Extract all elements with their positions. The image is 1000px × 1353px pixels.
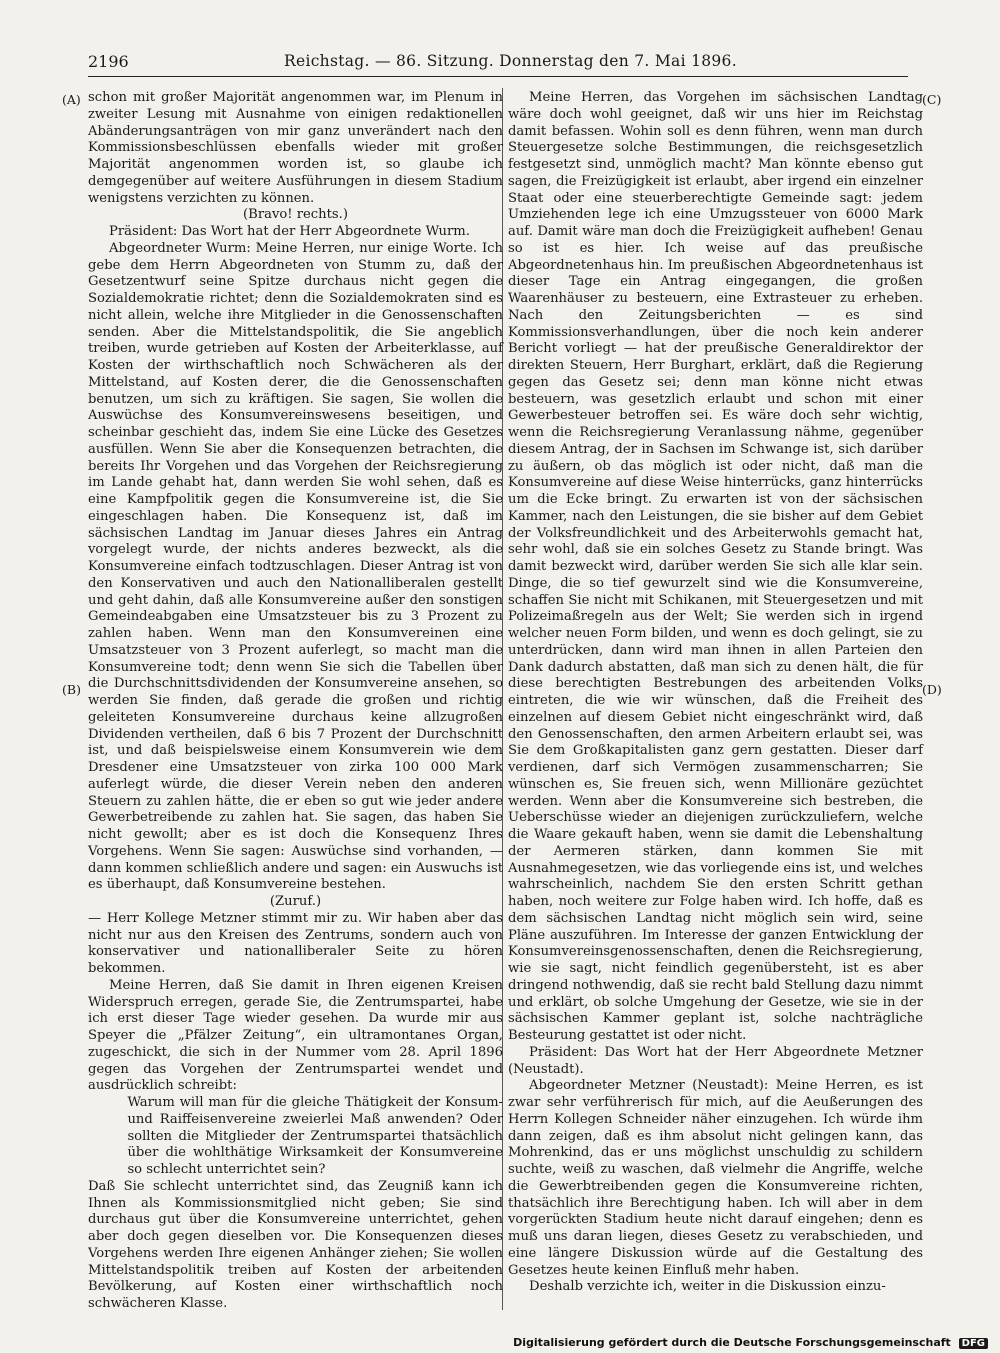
page-number: 2196 [88,52,129,71]
footer-text: Digitalisierung gefördert durch die Deutsche Forschungsgemeinschaft [513,1336,951,1349]
margin-mark-b: (B) [62,682,81,697]
left-column [88,90,503,1313]
interjection: (Bravo! rechts.) [243,207,348,223]
paragraph: Daß Sie schlecht unterrichtet sind, das Zeugniß kann ich Ihnen als Kommissionsmitglied nicht geben; Sie sind durchaus gut über die Konsumvereine unterrichtet, gehen aber doch gegen dieselben vor. Die Konsequenzen dieses Vorgehens werden Ihre eigenen Anhänger ziehen; Sie wollen Mittelstandspolitik treiben auf Kosten der arbeitenden Bevölkerung, auf Kosten einer wirthschaftlich noch schwächeren Klasse. [88,1178,503,1311]
paragraph: schon mit großer Majorität angenommen war, im Plenum in zweiter Lesung mit Ausnahme von einigen redaktionellen Abänderungsanträgen von mir ganz unverändert nach den Kommissionsbeschlüssen ebenfalls wieder mit großer Majorität angenommen worden ist, so glaube ich demgegenüber auf weitere Ausführungen in diesem Stadium wenigstens verzichten zu können. [88,90,503,206]
speaker-paragraph: Abgeordneter Metzner (Neustadt): Meine Herren, es ist zwar sehr verführerisch für mich, auf die Aeußerungen des Herrn Kollegen Schneider näher einzugehen. Ich würde ihm dann zeigen, daß es ihm absolut nicht gelingen kann, das Mohrenkind, das er uns möglichst unschuldig zu schildern suchte, weiß zu waschen, daß vielmehr die Angriffe, welche die Gewerbtreibenden gegen die Konsumvereine richten, thatsächlich ihre Berechtigung haben. Ich will aber in dem vorgerückten Stadium heute nicht darauf eingehen; denn es muß uns daran liegen, dieses Gesetz zu verabschieden, und eine längere Diskussion würde auf die Gestaltung des Gesetzes heute keinen Einfluß mehr haben. [508,1078,923,1278]
block-quote: Warum will man für die gleiche Thätigkeit der Konsum- und Raiffeisenvereine zweierlei Maß anwenden? Oder sollten die Mitglieder der Zentrumspartei thatsächlich über die wohlthätige Wirksamkeit der Konsumvereine so schlecht unterrichtet sein? [127,1095,503,1177]
dfg-logo: DFG [959,1338,988,1349]
speaker-paragraph: Präsident: Das Wort hat der Herr Abgeordnete Metzner (Neustadt). [508,1044,923,1077]
speaker-paragraph: Präsident: Das Wort hat der Herr Abgeordnete Wurm. [109,224,470,239]
margin-mark-d: (D) [922,682,942,697]
margin-mark-a: (A) [62,92,81,107]
interjection: (Zuruf.) [269,894,322,909]
paragraph: Deshalb verzichte ich, weiter in die Diskussion einzu- [529,1279,886,1295]
running-title: Reichstag. — 86. Sitzung. Donnerstag den 7. Mai 1896. [284,52,737,70]
speaker-paragraph: Abgeordneter Wurm: Meine Herren, nur einige Worte. Ich gebe dem Herrn Abgeordneten von Stumm zu, daß der Gesetzentwurf seine Spitze durchaus nicht gegen die Sozialdemokratie richtet; denn die Sozialdemokraten sind es nicht allein, welche ihre Mitglieder in die Genossenschaften senden. Aber die Mittelstandspolitik, die Sie angeblich treiben, wurde getrieben auf Kosten der Arbeiterklasse, auf Kosten der wirthschaftlich noch Schwächeren als der Mittelstand, auf Kosten derer, die die Genossenschaften benutzen, um sich zu kräftigen. Sie sagen, Sie wollen die Auswüchse des Konsumvereinswesens beseitigen, und scheinbar geschieht das, indem Sie eine Lücke des Gesetzes ausfüllen. Wenn Sie aber die Konsequenzen betrachten, die bereits Ihr Vorgehen und das Vorgehen der Reichsregierung im Lande gehabt hat, dann werden Sie wohl sehen, daß es eine Kampfpolitik gegen die Konsumvereine ist, die Sie eingeschlagen haben. Die Konsequenz ist, daß im sächsischen Landtag im Januar dieses Jahres ein Antrag vorgelegt wurde, der nichts anderes bezweckt, als die Konsumvereine einfach todtzuschlagen. Dieser Antrag ist von den Konservativen und auch den Nationalliberalen gestellt und geht dahin, daß alle Konsumvereine außer den sonstigen Gemeindeabgaben eine Umsatzsteuer bis zu 3 Prozent zu zahlen haben. Wenn man den Konsumvereinen eine Umsatzsteuer von 3 Prozent auferlegt, so macht man die Konsumvereine todt; denn wenn Sie sich die Tabellen über die Durchschnittsdividenden der Konsumvereine ansehen, so werden Sie finden, daß gerade die großen und richtig geleiteten Konsumvereine durchaus keine allzugroßen Dividenden vertheilen, daß 6 bis 7 Prozent der Durchschnitt ist, und daß beispielsweise einem Konsumverein wie dem Dresdener eine Umsatzsteuer von zirka 100 000 Mark auferlegt würde, die dieser Verein neben den anderen Steuern zu zahlen hätte, die er eben so gut wie jeder andere Gewerbetreibende zu zahlen hat. Sie sagen, das haben Sie nicht gewollt; aber es ist doch die Konsequenz Ihres Vorgehens. Wenn Sie sagen: Auswüchse sind vorhanden, — dann kommen schließlich andere und sagen: ein Auswuchs ist es überhaupt, daß Konsumvereine bestehen. [88,240,503,893]
paragraph: — Herr Kollege Metzner stimmt mir zu. Wir haben aber das nicht nur aus den Kreisen des Zentrums, sondern auch von konservativer und nationalliberaler Seite zu hören bekommen. [88,910,503,976]
paragraph: Meine Herren, daß Sie damit in Ihren eigenen Kreisen Widerspruch erregen, gerade Sie, die Zentrumspartei, habe ich erst dieser Tage wieder gesehen. Da wurde mir aus Speyer die „Pfälzer Zeitung“, ein ultramontanes Organ, zugeschickt, die sich in der Nummer vom 28. April 1896 gegen das Vorgehen der Zentrumspartei wendet und ausdrücklich schreibt: [88,977,503,1094]
margin-mark-c: (C) [922,92,942,107]
page-header [88,50,908,77]
right-column [508,90,923,1296]
paragraph: Meine Herren, das Vorgehen im sächsischen Landtag wäre doch wohl geeignet, daß wir uns hier im Reichstag damit befassen. Wohin soll es denn führen, wenn man durch Steuergesetze solche Bestimmungen, die reichsgesetzlich festgesetzt sind, unmöglich macht? Man könnte ebenso gut sagen, die Freizügigkeit ist erlaubt, aber irgend ein einzelner Staat oder eine steuerberechtigte Gemeinde sagt: jedem Umziehenden lege ich eine Umzugssteuer von 6000 Mark auf. Damit wäre man doch die Freizügigkeit aufheben! Genau so ist es hier. Ich weise auf das preußische Abgeordnetenhaus hin. Im preußischen Abgeordnetenhaus ist dieser Tage ein Antrag eingegangen, die großen Waarenhäuser zu besteuern, eine Extrasteuer zu erheben. Nach den Zeitungsberichten — es sind Kommissionsverhandlungen, über die noch kein anderer Bericht vorliegt — hat der preußische Generaldirektor der direkten Steuern, Herr Burghart, erklärt, daß die Regierung gegen das Gesetz sei; denn man könne nicht etwas besteuern, was gesetzlich erlaubt und schon mit einer Gewerbesteuer betroffen sei. Es wäre doch sehr wichtig, wenn die Reichsregierung Veranlassung nähme, gegenüber diesem Antrag, der in Sachsen im Schwange ist, sich darüber zu äußern, ob das möglich ist oder nicht, daß man die Konsumvereine auf diese Weise hinterrücks, ganz hinterrücks um die Ecke bringt. Zu erwarten ist von der sächsischen Kammer, nach den Leistungen, die sie bisher auf dem Gebiet der Volksfreundlichkeit und des Arbeiterwohls gemacht hat, sehr wohl, daß sie ein solches Gesetz zu Stande bringt. Was damit bezweckt wird, darüber werden Sie sich alle klar sein. Dinge, die so tief gewurzelt sind wie die Konsumvereine, schaffen Sie nicht mit Schikanen, mit Steuergesetzen und mit Polizeimaßregeln aus der Welt; Sie werden sich in irgend welcher neuen Form bilden, und wenn es doch gelingt, sie zu unterdrücken, dann wird man ihnen in allen Parteien den Dank dadurch abstatten, daß man sich zu denen hält, die für diese berechtigten Bestrebungen des arbeitenden Volks eintreten, die wie wir wünschen, daß die Freiheit des einzelnen auf diesem Gebiet nicht eingeschränkt wird, daß den Genossenschaften, den armen Arbeitern erlaubt sei, was Sie dem Großkapitalisten ganz gern gestatten. Dieser darf verdienen, darf sich Vermögen zusammenscharren; Sie wünschen es, Sie freuen sich, wenn Millionäre gezüchtet werden. Wenn aber die Konsumvereine sich bestreben, die Ueberschüsse wieder an diejenigen zurückzuliefern, welche die Waare gekauft haben, wenn sie damit die Lebenshaltung der Aermeren stärken, dann kommen Sie mit Ausnahmegesetzen, wie das vorliegende eins ist, und welches wahrscheinlich, nachdem Sie den ersten Schritt gethan haben, noch weitere zur Folge haben wird. Ich hoffe, daß es dem sächsischen Landtag nicht möglich sein wird, seine Pläne auszuführen. Im Interesse der ganzen Entwicklung der Konsumvereinsgenossenschaften, denen die Reichsregierung, wie sie sagt, nicht feindlich gegenübersteht, ist es aber dringend nothwendig, daß sie recht bald Stellung dazu nimmt und erklärt, ob solche Umgehung der Gesetze, wie sie in der sächsischen Kammer geplant ist, solche nachträgliche Besteurung gestattet ist oder nicht. [508,90,923,1043]
footer-credit [513,1336,988,1349]
